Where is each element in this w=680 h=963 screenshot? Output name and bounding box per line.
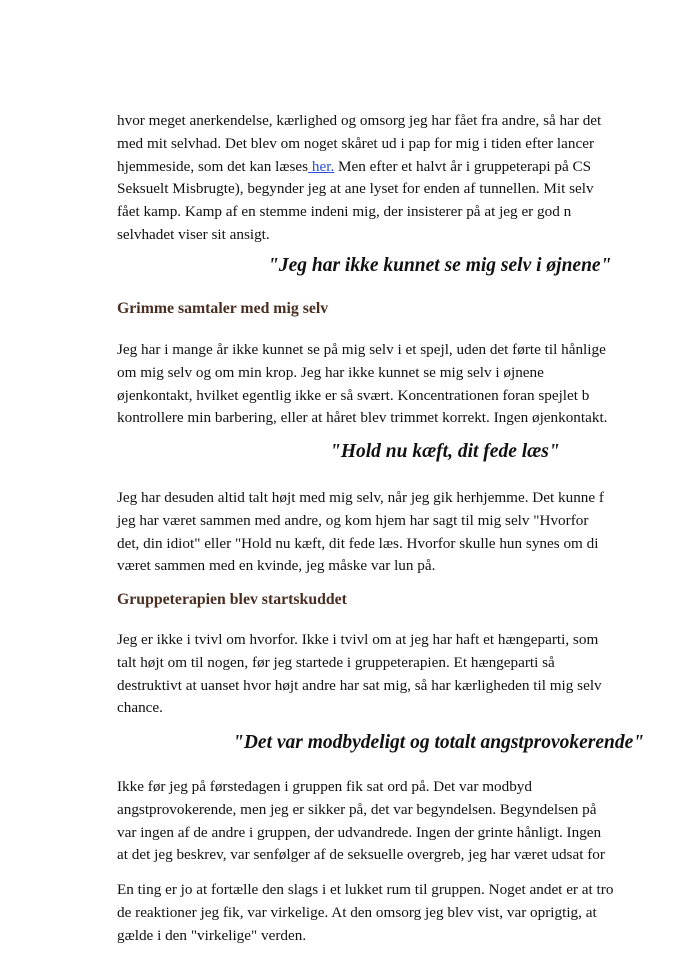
pull-quote-ojnene: "Jeg har ikke kunnet se mig selv i øjnene" [268, 255, 612, 276]
text-line: at det jeg beskrev, var senfølger af de seksuelle overgreb, jeg har været udsat for [117, 846, 605, 864]
text-line: En ting er jo at fortælle den slags i et lukket rum til gruppen. Noget andet er at tro [117, 881, 614, 898]
text-line: hjemmeside, som det kan læses her. Men efter et halvt år i gruppeterapi på CS [117, 157, 592, 175]
text-line: med mit selvhad. Det blev om noget skåret ud i pap for mig i tiden efter lancer [117, 134, 594, 152]
text-line: fået kamp. Kamp af en stemme indeni mig, der insisterer på at jeg er god n [117, 203, 572, 221]
paragraph-selvhad [117, 110, 680, 247]
pull-quote-fede-laes: "Hold nu kæft, dit fede læs" [330, 441, 560, 462]
paragraph-forstedagen [117, 776, 680, 867]
her-link[interactable]: her. [308, 157, 335, 175]
text-line: om mig selv og om min krop. Jeg har ikke kunnet se mig selv i øjnene [117, 363, 544, 381]
text-line: Seksuelt Misbrugte), begynder jeg at ane lyset for enden af tunnellen. Mit selv [117, 180, 594, 198]
text-line: selvhadet viser sit ansigt. [117, 225, 270, 243]
paragraph-lukket-rum [117, 879, 680, 947]
text-line: øjenkontakt, hvilket egentlig ikke er så svært. Koncentrationen foran spejlet b [117, 386, 590, 404]
text-line: de reaktioner jeg fik, var virkelige. At den omsorg jeg blev vist, var oprigtig, at [117, 903, 597, 921]
section-heading-gruppeterapien: Gruppeterapien blev startskuddet [117, 591, 347, 608]
text-line: Ikke før jeg på førstedagen i gruppen fik sat ord på. Det var modbyd [117, 778, 532, 795]
text-line: chance. [117, 699, 163, 717]
text-line: det, din idiot" eller "Hold nu kæft, dit fede læs. Hvorfor skulle hun synes om di [117, 534, 599, 552]
text-line: talt højt om til nogen, før jeg startede i gruppeterapien. Et hængeparti så [117, 653, 555, 671]
text-line: destruktivt at uanset hvor højt andre har sat mig, så har kærligheden til mig selv [117, 676, 602, 694]
text-line: Jeg har desuden altid talt højt med mig selv, når jeg gik herhjemme. Det kunne f [117, 489, 604, 506]
text-line: hvor meget anerkendelse, kærlighed og omsorg jeg har fået fra andre, så har det [117, 112, 602, 129]
text-line: Jeg er ikke i tvivl om hvorfor. Ikke i tvivl om at jeg har haft et hængeparti, som [117, 631, 599, 648]
text-line: jeg har været sammen med andre, og kom hjem har sagt til mig selv "Hvorfor [117, 511, 589, 529]
text-line: været sammen med en kvinde, jeg måske var lun på. [117, 557, 436, 575]
text-line: angstprovokerende, men jeg er sikker på, det var begyndelsen. Begyndelsen på [117, 800, 597, 818]
pull-quote-angstprovokerende: "Det var modbydeligt og totalt angstprovokerende" [233, 732, 645, 753]
text-line: kontrollere min barbering, eller at håret blev trimmet korrekt. Ingen øjenkontakt. [117, 409, 608, 427]
paragraph-spejl [117, 339, 680, 430]
text-line: var ingen af de andre i gruppen, der udvandrede. Ingen der grinte hånligt. Ingen [117, 823, 602, 841]
text-line: gælde i den "virkelige" verden. [117, 926, 307, 944]
paragraph-haengeparti [117, 629, 680, 720]
paragraph-talt-hojt [117, 487, 680, 578]
text-line: Jeg har i mange år ikke kunnet se på mig selv i et spejl, uden det førte til hånlige [117, 341, 606, 358]
section-heading-grimme-samtaler: Grimme samtaler med mig selv [117, 300, 329, 317]
